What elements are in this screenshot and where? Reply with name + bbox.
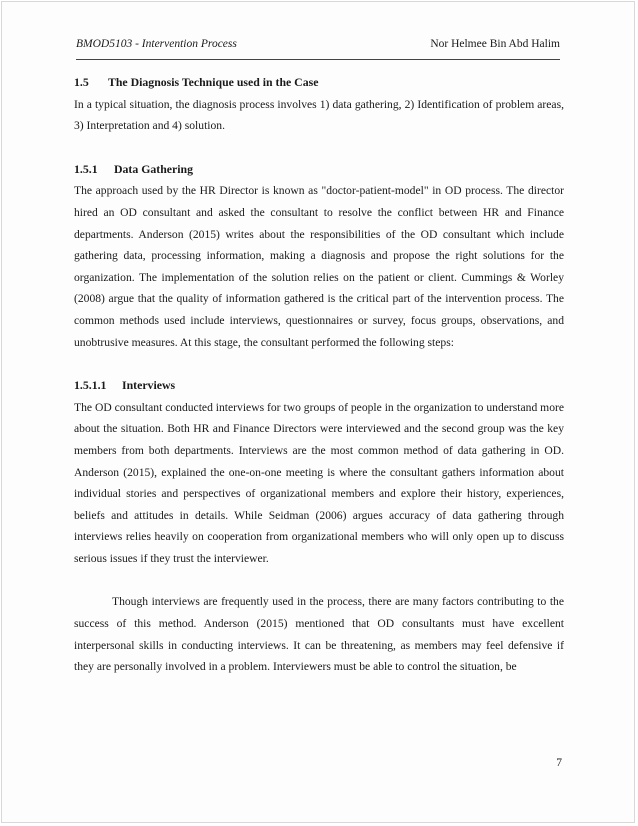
section-heading-1-5: [74, 72, 564, 94]
paragraph: Though interviews are frequently used in the process, there are many factors contributing to the success of this method. Anderson (2015) mentioned that OD consultants must have excellent interpersonal skills in conducting interviews. It can be threatening, as members may feel defensive if they are personally involved in a problem. Interviewers must be able to control the situation, be: [74, 595, 564, 674]
section-heading-1-5-1-1: [74, 375, 564, 397]
section-heading-1-5-1: [74, 159, 564, 181]
section-title: Data Gathering: [114, 161, 193, 176]
running-header: [76, 38, 560, 60]
document-body: [74, 72, 564, 678]
section-title: Interviews: [122, 378, 176, 393]
paragraph: In a typical situation, the diagnosis process involves 1) data gathering, 2) Identification of problem areas, 3) Interpretation and 4) solution.: [74, 97, 564, 133]
header-author: Nor Helmee Bin Abd Halim: [430, 38, 560, 50]
section-number: 1.5.1: [74, 161, 98, 176]
section-title: The Diagnosis Technique used in the Case: [108, 75, 319, 89]
page-number: 7: [556, 757, 562, 769]
header-course-title: BMOD5103 - Intervention Process: [76, 38, 237, 50]
paragraph: The approach used by the HR Director is known as "doctor-patient-model" in OD process. The director hired an OD consultant and asked the consultant to resolve the conflict between HR and Finance departments. Anderson (2015) writes about the responsibilities of the OD consultant which include gathering data, processing information, making a diagnosis and propose the right solutions for the organization. The implementation of the solution relies on the patient or client. Cummings & Worley (2008) argue that the quality of information gathered is the critical part of the intervention process. The common methods used include interviews, questionnaires or survey, focus groups, observations, and unobtrusive measures. At this stage, the consultant performed the following steps:: [74, 184, 564, 349]
section-number: 1.5.1.1: [74, 378, 107, 393]
section-number: 1.5: [74, 75, 89, 89]
paragraph: The OD consultant conducted interviews for two groups of people in the organization to understand more about the situation. Both HR and Finance Directors were interviewed and the second group was the key members from both departments. Interviews are the most common method of data gathering in OD. Anderson (2015), explained the one-on-one meeting is where the consultant gathers information about individual stories and perspectives of organizational members and explore their history, experiences, beliefs and attitudes in details. While Seidman (2006) argues accuracy of data gathering through interviews relies heavily on cooperation from organizational members who will only open up to discuss serious issues if they trust the interviewer.: [74, 400, 564, 565]
